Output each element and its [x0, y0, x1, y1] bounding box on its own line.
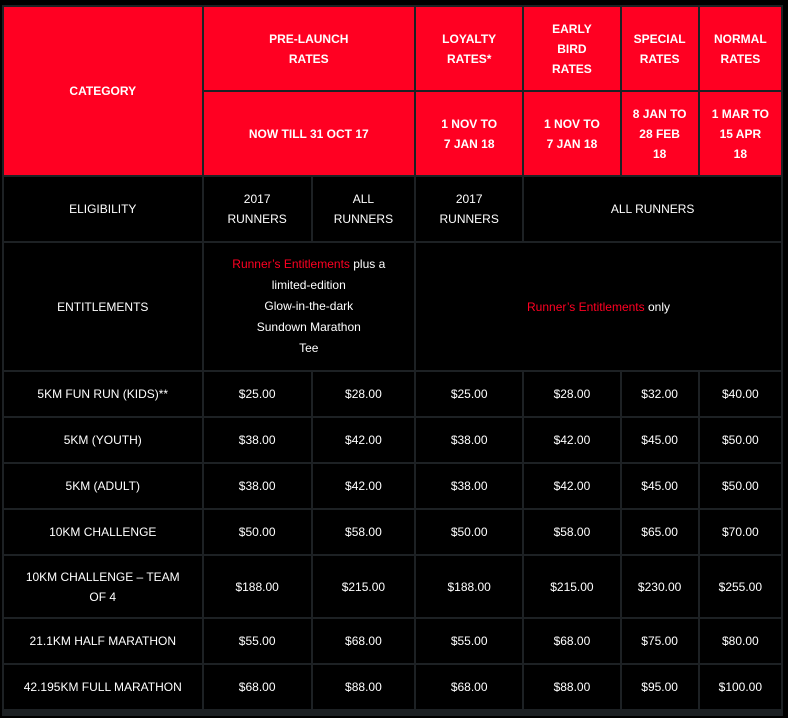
price-cell: $45.00 — [622, 418, 698, 462]
price-cell: $230.00 — [622, 556, 698, 617]
price-cell: $88.00 — [524, 665, 619, 709]
price-cell: $75.00 — [622, 619, 698, 663]
table-row — [4, 464, 781, 508]
row-category: 10KM CHALLENGE — [4, 510, 202, 554]
price-cell: $255.00 — [700, 556, 781, 617]
entitlements-rest: Runner’s Entitlements only — [416, 243, 781, 370]
price-cell: $95.00 — [622, 665, 698, 709]
price-cell: $42.00 — [524, 464, 619, 508]
row-category: 5KM (YOUTH) — [4, 418, 202, 462]
eligibility-rest: ALL RUNNERS — [524, 177, 781, 241]
price-cell: $68.00 — [313, 619, 414, 663]
pricing-table — [2, 5, 783, 711]
price-cell: $42.00 — [313, 464, 414, 508]
price-cell: $58.00 — [313, 510, 414, 554]
period-early-bird: 1 NOV TO 7 JAN 18 — [524, 92, 619, 175]
table-row — [4, 372, 781, 416]
price-cell: $68.00 — [416, 665, 522, 709]
header-special: SPECIAL RATES — [622, 7, 698, 90]
price-cell: $55.00 — [204, 619, 311, 663]
eligibility-label: ELIGIBILITY — [4, 177, 202, 241]
entitlements-prelaunch: Runner’s Entitlements plus a limited-edition Glow-in-the-dark Sundown Marathon Tee — [204, 243, 415, 370]
price-cell: $50.00 — [700, 464, 781, 508]
period-normal: 1 MAR TO 15 APR 18 — [700, 92, 781, 175]
pricing-table-wrapper — [2, 5, 783, 716]
eligibility-loyalty: 2017 RUNNERS — [416, 177, 522, 241]
eligibility-row — [4, 177, 781, 241]
price-cell: $45.00 — [622, 464, 698, 508]
price-cell: $25.00 — [416, 372, 522, 416]
runners-entitlements-link[interactable]: Runner’s Entitlements — [527, 299, 645, 314]
price-cell: $28.00 — [524, 372, 619, 416]
price-cell: $188.00 — [416, 556, 522, 617]
price-cell: $58.00 — [524, 510, 619, 554]
runners-entitlements-link[interactable]: Runner’s Entitlements — [232, 257, 350, 271]
header-loyalty: LOYALTY RATES* — [416, 7, 522, 90]
period-special: 8 JAN TO 28 FEB 18 — [622, 92, 698, 175]
price-cell: $215.00 — [524, 556, 619, 617]
price-cell: $65.00 — [622, 510, 698, 554]
eligibility-prelaunch-all: ALL RUNNERS — [313, 177, 414, 241]
row-category: 5KM FUN RUN (KIDS)** — [4, 372, 202, 416]
price-cell: $70.00 — [700, 510, 781, 554]
header-row — [4, 7, 781, 90]
row-category: 5KM (ADULT) — [4, 464, 202, 508]
price-cell: $50.00 — [204, 510, 311, 554]
price-cell: $68.00 — [524, 619, 619, 663]
header-prelaunch: PRE-LAUNCH RATES — [204, 7, 415, 90]
price-cell: $215.00 — [313, 556, 414, 617]
price-cell: $68.00 — [204, 665, 311, 709]
price-cell: $32.00 — [622, 372, 698, 416]
header-early-bird: EARLY BIRD RATES — [524, 7, 619, 90]
eligibility-prelaunch-2017: 2017 RUNNERS — [204, 177, 311, 241]
price-cell: $38.00 — [204, 464, 311, 508]
price-cell: $55.00 — [416, 619, 522, 663]
row-category: 42.195KM FULL MARATHON — [4, 665, 202, 709]
price-cell: $88.00 — [313, 665, 414, 709]
price-cell: $188.00 — [204, 556, 311, 617]
table-row — [4, 556, 781, 617]
price-cell: $38.00 — [416, 464, 522, 508]
table-row — [4, 619, 781, 663]
table-row — [4, 665, 781, 709]
price-cell: $25.00 — [204, 372, 311, 416]
period-prelaunch: NOW TILL 31 OCT 17 — [204, 92, 415, 175]
price-cell: $38.00 — [416, 418, 522, 462]
header-category: CATEGORY — [4, 7, 202, 175]
period-loyalty: 1 NOV TO 7 JAN 18 — [416, 92, 522, 175]
entitlements-row — [4, 243, 781, 370]
row-category: 21.1KM HALF MARATHON — [4, 619, 202, 663]
table-row — [4, 418, 781, 462]
row-category: 10KM CHALLENGE – TEAM OF 4 — [4, 556, 202, 617]
price-cell: $42.00 — [524, 418, 619, 462]
price-cell: $42.00 — [313, 418, 414, 462]
price-cell: $100.00 — [700, 665, 781, 709]
price-cell: $28.00 — [313, 372, 414, 416]
header-normal: NORMAL RATES — [700, 7, 781, 90]
price-cell: $50.00 — [700, 418, 781, 462]
price-rows — [4, 372, 781, 709]
entitlements-label: ENTITLEMENTS — [4, 243, 202, 370]
table-row — [4, 510, 781, 554]
price-cell: $38.00 — [204, 418, 311, 462]
price-cell: $40.00 — [700, 372, 781, 416]
price-cell: $50.00 — [416, 510, 522, 554]
price-cell: $80.00 — [700, 619, 781, 663]
